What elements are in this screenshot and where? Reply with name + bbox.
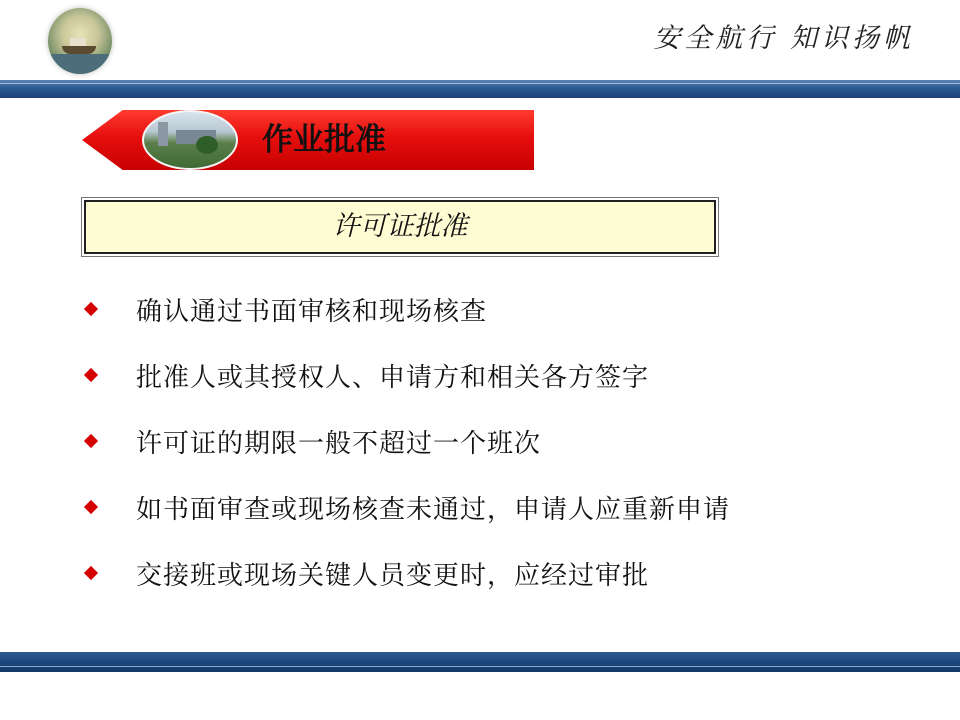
- logo-ship-cabin: [70, 38, 86, 46]
- list-item: [78, 276, 898, 342]
- bullet-text: 批准人或其授权人、申请方和相关各方签字: [136, 362, 650, 393]
- top-divider-highlight: [0, 83, 960, 84]
- top-divider-bar: [0, 80, 960, 98]
- subtitle-text: 许可证批准: [332, 211, 468, 242]
- title-photo: [142, 110, 238, 170]
- bullet-diamond-icon: [84, 566, 98, 580]
- header-slogan: 安全航行 知识扬帆: [653, 23, 914, 54]
- subtitle-box: [84, 200, 716, 254]
- logo-sea: [48, 54, 112, 74]
- bullet-diamond-icon: [84, 500, 98, 514]
- bottom-divider-highlight: [0, 666, 960, 667]
- header-logo: [48, 8, 112, 74]
- bullet-text: 如书面审查或现场核查未通过，申请人应重新申请: [136, 494, 731, 525]
- bullet-diamond-icon: [84, 368, 98, 382]
- bullet-diamond-icon: [84, 434, 98, 448]
- bottom-divider-bar: [0, 652, 960, 672]
- list-item: [78, 342, 898, 408]
- logo-ship: [62, 46, 96, 54]
- page-title: 作业批准: [262, 122, 386, 158]
- photo-tree: [196, 136, 218, 154]
- bullet-text: 交接班或现场关键人员变更时，应经过审批: [136, 560, 650, 591]
- bullet-list: [78, 284, 898, 606]
- list-item: [78, 474, 898, 540]
- bullet-text: 确认通过书面审核和现场核查: [136, 296, 488, 327]
- bullet-diamond-icon: [84, 302, 98, 316]
- list-item: [78, 408, 898, 474]
- photo-tower: [158, 122, 168, 146]
- bullet-text: 许可证的期限一般不超过一个班次: [136, 428, 542, 459]
- list-item: [78, 540, 898, 606]
